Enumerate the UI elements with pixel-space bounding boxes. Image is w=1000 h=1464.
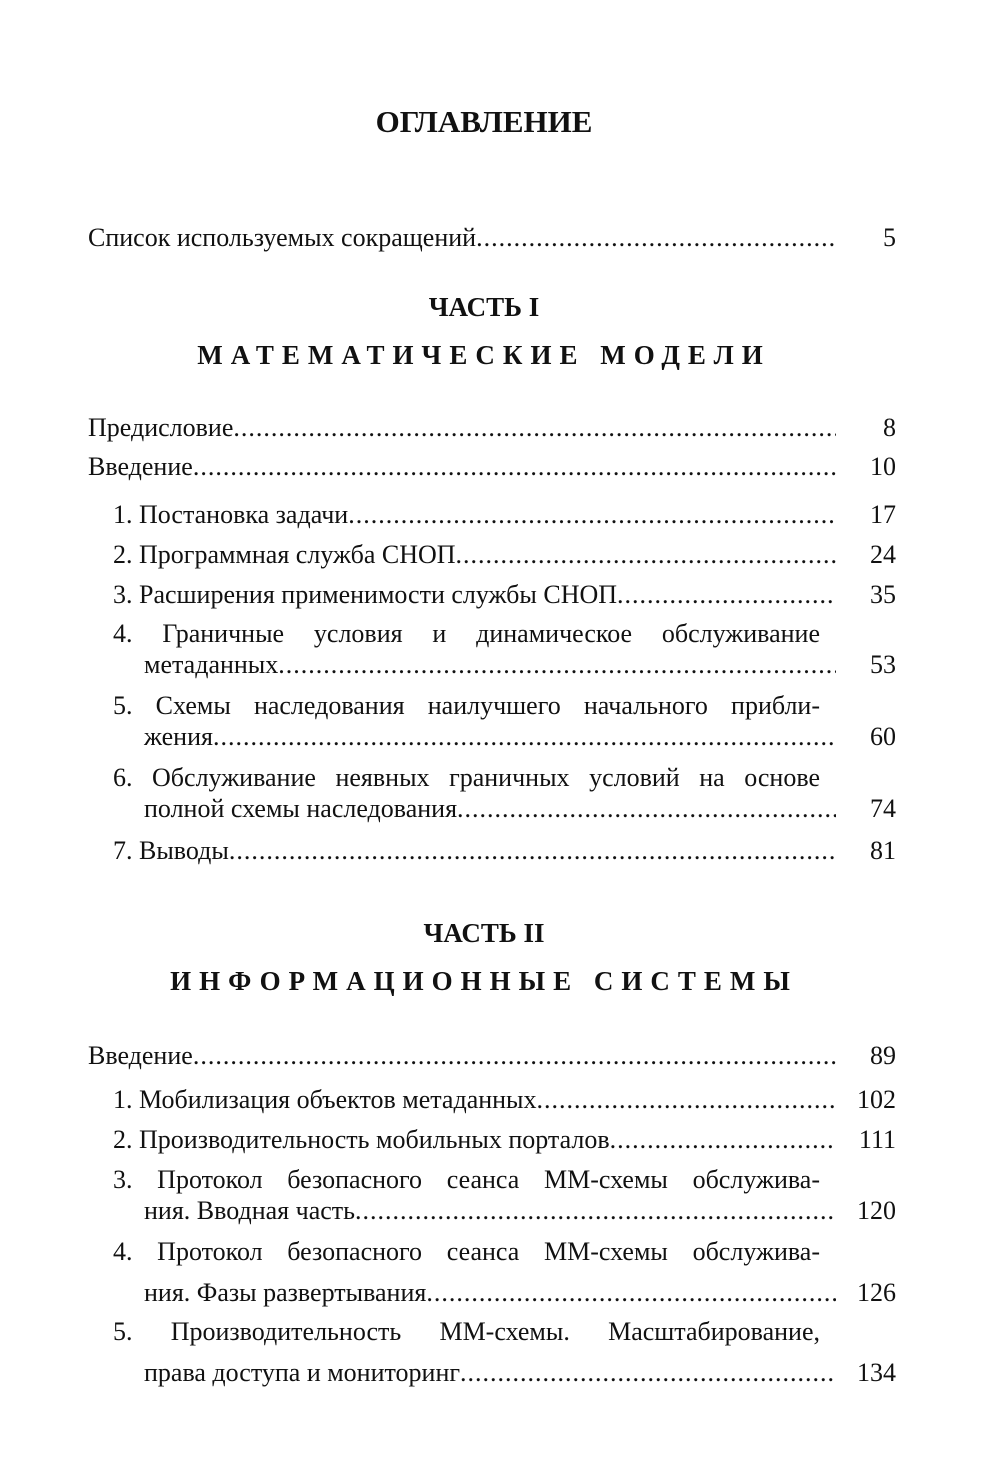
entry-label: Список используемых сокращений: [88, 223, 477, 252]
entry-label-line2: права доступа и мониторинг: [144, 1358, 461, 1387]
dot-leader: [193, 1040, 836, 1071]
toc-entry-intro[interactable]: [88, 1040, 896, 1071]
entry-label: Предисловие: [88, 413, 234, 442]
entry-label-line2: ния. Вводная часть: [144, 1196, 355, 1225]
dot-leader: [426, 1277, 836, 1308]
toc-entry-chapter[interactable]: [113, 1084, 896, 1115]
dot-leader: [457, 793, 836, 824]
toc-title: ОГЛАВЛЕНИЕ: [375, 104, 593, 139]
entry-label-line1: 3. Протокол безопасного сеанса ММ-схемы обслужива-: [113, 1165, 820, 1194]
entry-page: 17: [870, 500, 896, 529]
entry-label-line1: 5. Схемы наследования наилучшего начального прибли-: [113, 691, 820, 720]
toc-entry-chapter[interactable]: [113, 1236, 896, 1308]
part-2-label: ЧАСТЬ II: [423, 918, 545, 948]
entry-label-line2: полной схемы наследования: [144, 794, 458, 823]
entry-page: 102: [857, 1085, 896, 1114]
toc-entry-preface[interactable]: [88, 412, 896, 443]
dot-leader: [537, 1084, 836, 1115]
entry-label-line2: ния. Фазы развертывания: [144, 1278, 427, 1307]
entry-label-line1: 4. Протокол безопасного сеанса ММ-схемы обслужива-: [113, 1237, 820, 1266]
entry-page: 89: [870, 1041, 896, 1070]
part-1-label: ЧАСТЬ I: [428, 292, 540, 322]
entry-page: 60: [870, 722, 896, 751]
toc-entry-abbreviations[interactable]: [88, 222, 896, 253]
dot-leader: [610, 1124, 836, 1155]
entry-label: 2. Программная служба СНОП: [113, 540, 456, 569]
entry-page: 8: [883, 413, 896, 442]
dot-leader: [476, 222, 836, 253]
toc-entry-chapter[interactable]: [113, 690, 896, 752]
entry-page: 24: [870, 540, 896, 569]
toc-entry-chapter[interactable]: [113, 539, 896, 570]
entry-label-line2: метаданных: [144, 650, 279, 679]
entry-label-line1: 4. Граничные условия и динамическое обслуживание: [113, 619, 820, 648]
toc-entry-chapter[interactable]: [113, 835, 896, 866]
entry-label: 1. Мобилизация объектов метаданных: [113, 1085, 537, 1114]
toc-entry-chapter[interactable]: [113, 762, 896, 824]
entry-label: 7. Выводы: [113, 836, 229, 865]
toc-entry-chapter[interactable]: [113, 1316, 896, 1388]
toc-entry-chapter[interactable]: [113, 1164, 896, 1226]
entry-page: 74: [870, 794, 896, 823]
entry-label: 2. Производительность мобильных порталов: [113, 1125, 610, 1154]
part-1-name: МАТЕМАТИЧЕСКИЕ МОДЕЛИ: [197, 340, 771, 370]
entry-page: 111: [858, 1125, 896, 1154]
dot-leader: [233, 412, 836, 443]
dot-leader: [213, 721, 836, 752]
toc-entry-chapter[interactable]: [113, 618, 896, 680]
toc-entry-chapter[interactable]: [113, 1124, 896, 1155]
entry-page: 81: [870, 836, 896, 865]
entry-page: 134: [857, 1358, 896, 1387]
entry-label: 1. Постановка задачи: [113, 500, 349, 529]
dot-leader: [617, 579, 836, 610]
entry-page: 126: [857, 1278, 896, 1307]
toc-entry-intro[interactable]: [88, 451, 896, 482]
entry-page: 5: [883, 223, 896, 252]
entry-page: 120: [857, 1196, 896, 1225]
entry-label-line1: 5. Производительность ММ-схемы. Масштабирование,: [113, 1317, 820, 1346]
entry-label-line1: 6. Обслуживание неявных граничных условий на основе: [113, 763, 820, 792]
dot-leader: [460, 1357, 836, 1388]
dot-leader: [348, 499, 836, 530]
part-2-name: ИНФОРМАЦИОННЫЕ СИСТЕМЫ: [170, 966, 798, 996]
dot-leader: [229, 835, 836, 866]
dot-leader: [355, 1195, 836, 1226]
dot-leader: [193, 451, 836, 482]
entry-label: Введение: [88, 1041, 193, 1070]
dot-leader: [456, 539, 836, 570]
entry-page: 35: [870, 580, 896, 609]
toc-entry-chapter[interactable]: [113, 499, 896, 530]
toc-entry-chapter[interactable]: [113, 579, 896, 610]
entry-label-line2: жения: [144, 722, 213, 751]
entry-label: 3. Расширения применимости службы СНОП: [113, 580, 618, 609]
entry-label: Введение: [88, 452, 193, 481]
dot-leader: [278, 649, 836, 680]
entry-page: 10: [870, 452, 896, 481]
entry-page: 53: [870, 650, 896, 679]
